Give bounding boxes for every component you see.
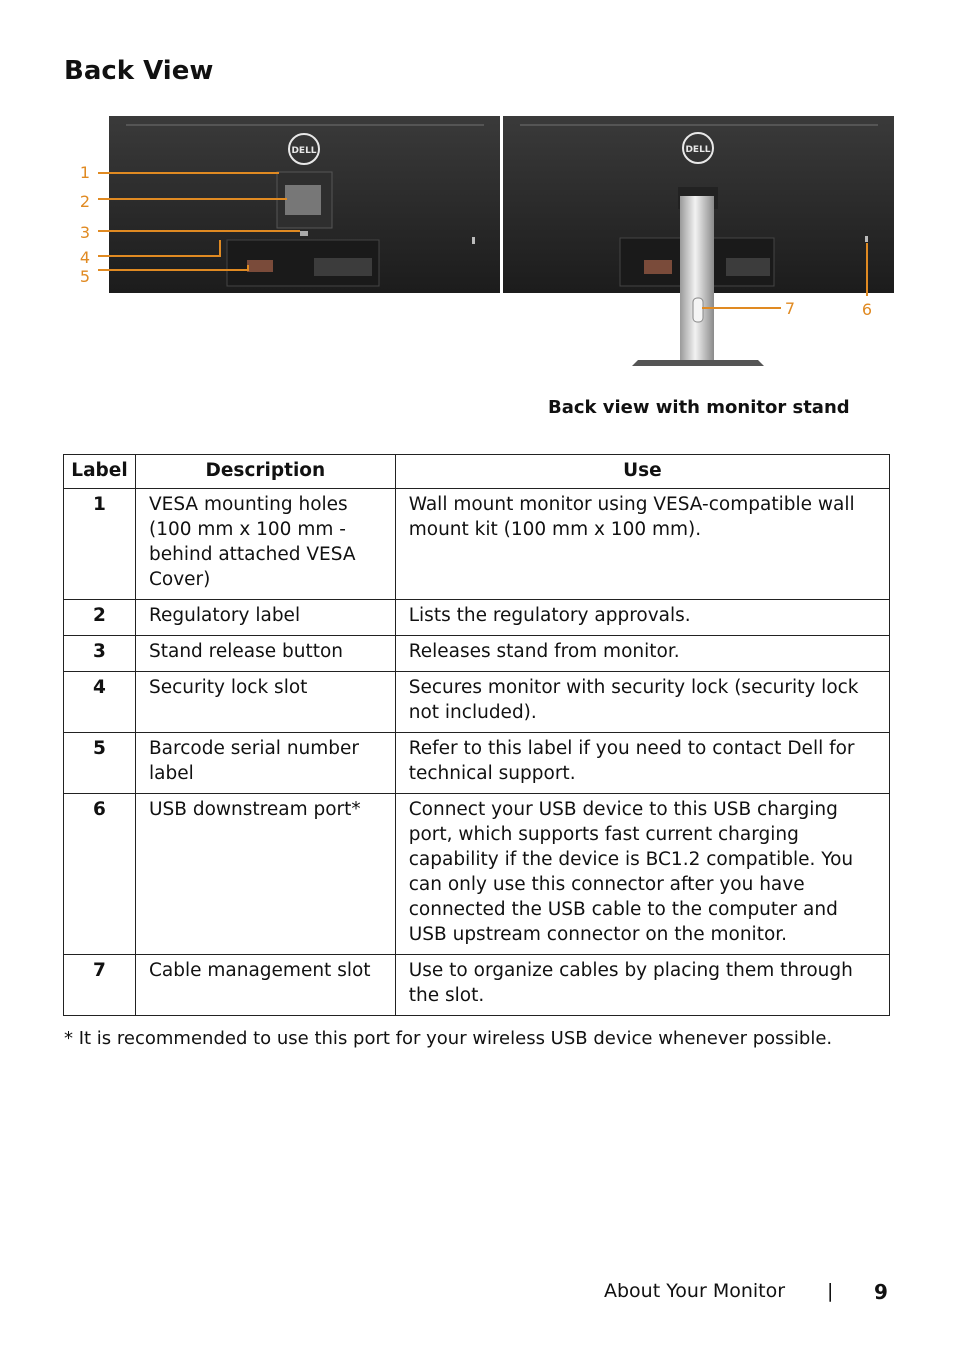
header-use: Use: [395, 455, 889, 489]
callout-6: 6: [861, 300, 873, 319]
page-number: 9: [874, 1280, 888, 1304]
footnote: * It is recommended to use this port for your wireless USB device whenever possible.: [64, 1028, 833, 1049]
footer-section-title: About Your Monitor: [604, 1280, 786, 1302]
row-description: Barcode serial number label: [135, 733, 395, 794]
dell-logo-text: DELL: [291, 146, 317, 156]
row-label: 3: [64, 636, 136, 672]
usb-downstream-port: [865, 236, 868, 242]
row-use: Wall mount monitor using VESA-compatible wall mount kit (100 mm x 100 mm).: [395, 489, 889, 600]
row-description: VESA mounting holes (100 mm x 100 mm - behind attached VESA Cover): [135, 489, 395, 600]
callout-3: 3: [79, 223, 91, 242]
table-row: [64, 636, 890, 672]
usb-downstream-port-left: [472, 237, 475, 244]
row-use: Releases stand from monitor.: [395, 636, 889, 672]
row-use: Use to organize cables by placing them through the slot.: [395, 955, 889, 1016]
row-description: Stand release button: [135, 636, 395, 672]
row-description: Security lock slot: [135, 672, 395, 733]
row-label: 2: [64, 600, 136, 636]
row-use: Secures monitor with security lock (security lock not included).: [395, 672, 889, 733]
row-label: 4: [64, 672, 136, 733]
table-header-row: [64, 455, 890, 489]
table-row: [64, 955, 890, 1016]
barcode-label: [247, 260, 273, 272]
monitor-stand-base: [632, 360, 764, 366]
table-row: [64, 733, 890, 794]
row-use: Refer to this label if you need to contact Dell for technical support.: [395, 733, 889, 794]
callout-7: 7: [784, 299, 796, 318]
callout-4: 4: [79, 248, 91, 267]
row-description: USB downstream port*: [135, 794, 395, 955]
row-label: 1: [64, 489, 136, 600]
dell-logo-text: DELL: [685, 145, 711, 155]
monitor-back-view-figure: [64, 110, 894, 372]
page-title: Back View: [64, 56, 214, 86]
monitor-stand-column: [680, 196, 714, 366]
header-label: Label: [64, 455, 136, 489]
regulatory-label-area: [285, 185, 321, 215]
table-row: [64, 600, 890, 636]
row-label: 7: [64, 955, 136, 1016]
table-row: [64, 672, 890, 733]
stand-release-button: [300, 231, 308, 236]
back-view-table: [63, 454, 890, 1016]
row-description: Cable management slot: [135, 955, 395, 1016]
table-row: [64, 489, 890, 600]
row-use: Lists the regulatory approvals.: [395, 600, 889, 636]
header-description: Description: [135, 455, 395, 489]
figure-caption: Back view with monitor stand: [548, 397, 850, 418]
table-row: [64, 794, 890, 955]
cable-management-slot: [693, 298, 703, 322]
callout-1: 1: [79, 163, 91, 182]
row-use: Connect your USB device to this USB charging port, which supports fast current charging capability if the device is BC1.2 compatible. You can only use this connector after you have connected the USB cable to the computer and USB upstream connector on the monitor.: [395, 794, 889, 955]
monitor-back-with-stand: [503, 116, 894, 366]
footer-separator: |: [827, 1280, 834, 1302]
row-label: 5: [64, 733, 136, 794]
monitor-back-without-stand: [109, 116, 500, 293]
row-description: Regulatory label: [135, 600, 395, 636]
callout-2: 2: [79, 192, 91, 211]
callout-5: 5: [79, 267, 91, 286]
row-label: 6: [64, 794, 136, 955]
